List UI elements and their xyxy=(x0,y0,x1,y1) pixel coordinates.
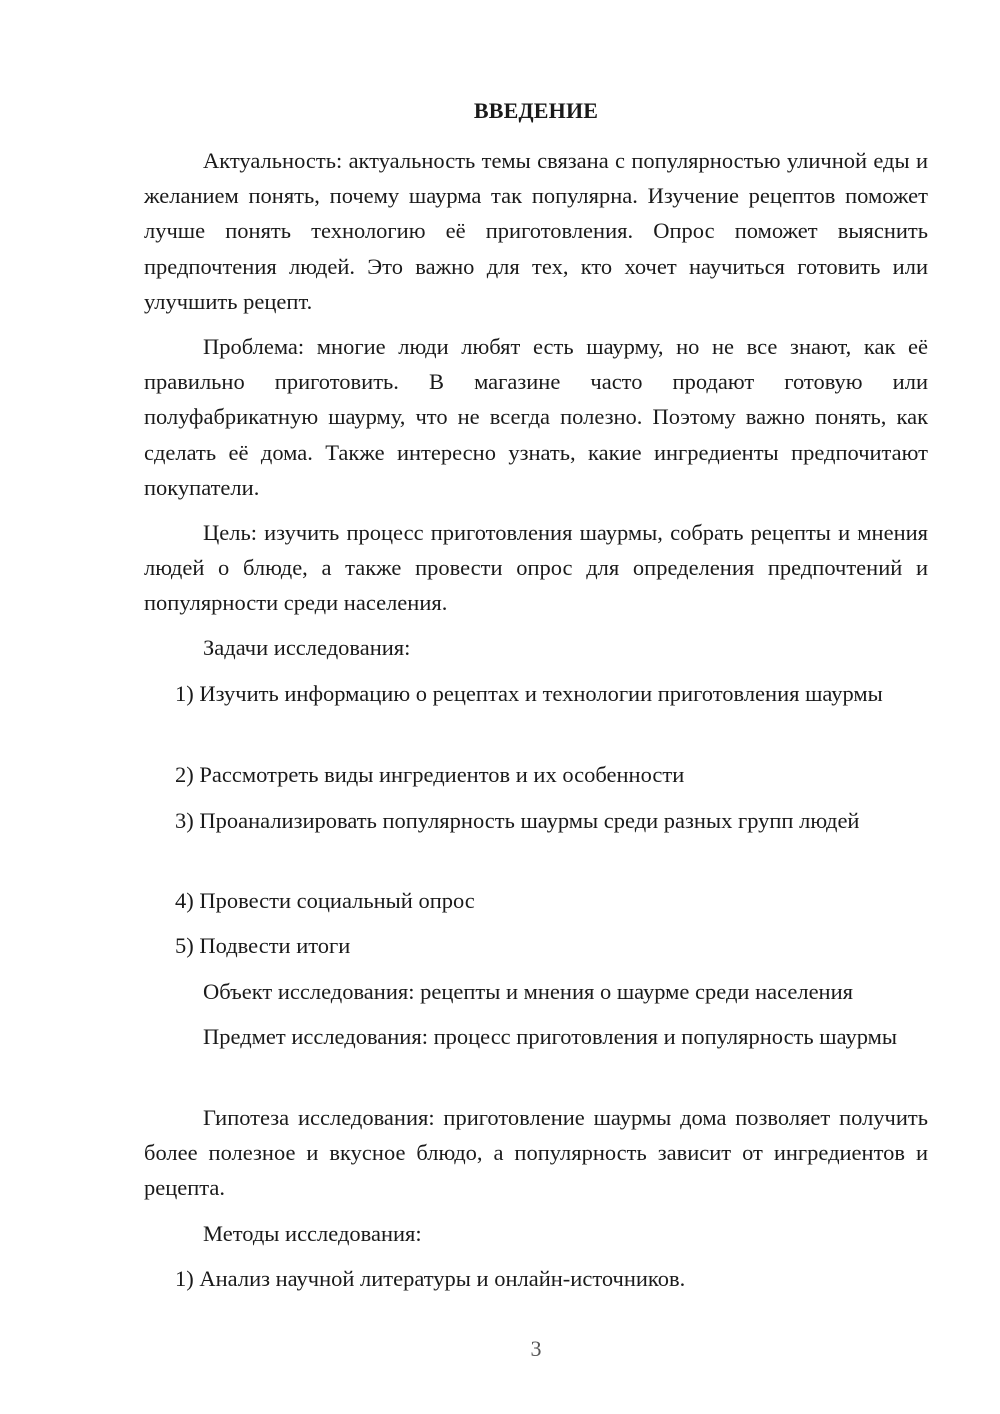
page-number: 3 xyxy=(530,1336,542,1361)
task-item-5: 5) Подвести итоги xyxy=(175,933,351,958)
paragraph-hypothesis: Гипотеза исследования: приготовление шаурмы дома позволяет получить более полезное и вкусное блюдо, а популярность зависит от ингредиентов и рецепта. xyxy=(144,1105,928,1201)
methods-heading: Методы исследования: xyxy=(203,1221,422,1246)
task-item-1: 1) Изучить информацию о рецептах и технологии приготовления шаурмы xyxy=(175,681,883,706)
method-item-1: 1) Анализ научной литературы и онлайн-источников. xyxy=(175,1266,686,1291)
paragraph-object: Объект исследования: рецепты и мнения о шаурме среди населения xyxy=(203,979,853,1004)
tasks-heading: Задачи исследования: xyxy=(203,635,411,660)
task-item-4: 4) Провести социальный опрос xyxy=(175,888,475,913)
paragraph-problem: Проблема: многие люди любят есть шаурму, но не все знают, как её правильно приготовить. В магазине часто продают готовую или полуфабрикатную шаурму, что не всегда полезно. Поэтому важно понять, как сделать её дома. Также интересно узнать, какие ингредиенты предпочитают покупатели. xyxy=(144,334,928,500)
paragraph-relevance: Актуальность: актуальность темы связана с популярностью уличной еды и желанием понять, почему шаурма так популярна. Изучение рецептов поможет лучше понять технологию её приготовления. Опрос поможет выяснить предпочтения людей. Это важно для тех, кто хочет научиться готовить или улучшить рецепт. xyxy=(144,148,928,314)
task-item-2: 2) Рассмотреть виды ингредиентов и их особенности xyxy=(175,762,685,787)
paragraph-goal: Цель: изучить процесс приготовления шаурмы, собрать рецепты и мнения людей о блюде, а также провести опрос для определения предпочтений и популярности среди населения. xyxy=(144,520,928,616)
task-item-3: 3) Проанализировать популярность шаурмы среди разных групп людей xyxy=(175,808,860,833)
paragraph-subject: Предмет исследования: процесс приготовления и популярность шаурмы xyxy=(203,1024,897,1049)
page-title: ВВЕДЕНИЕ xyxy=(473,98,599,123)
